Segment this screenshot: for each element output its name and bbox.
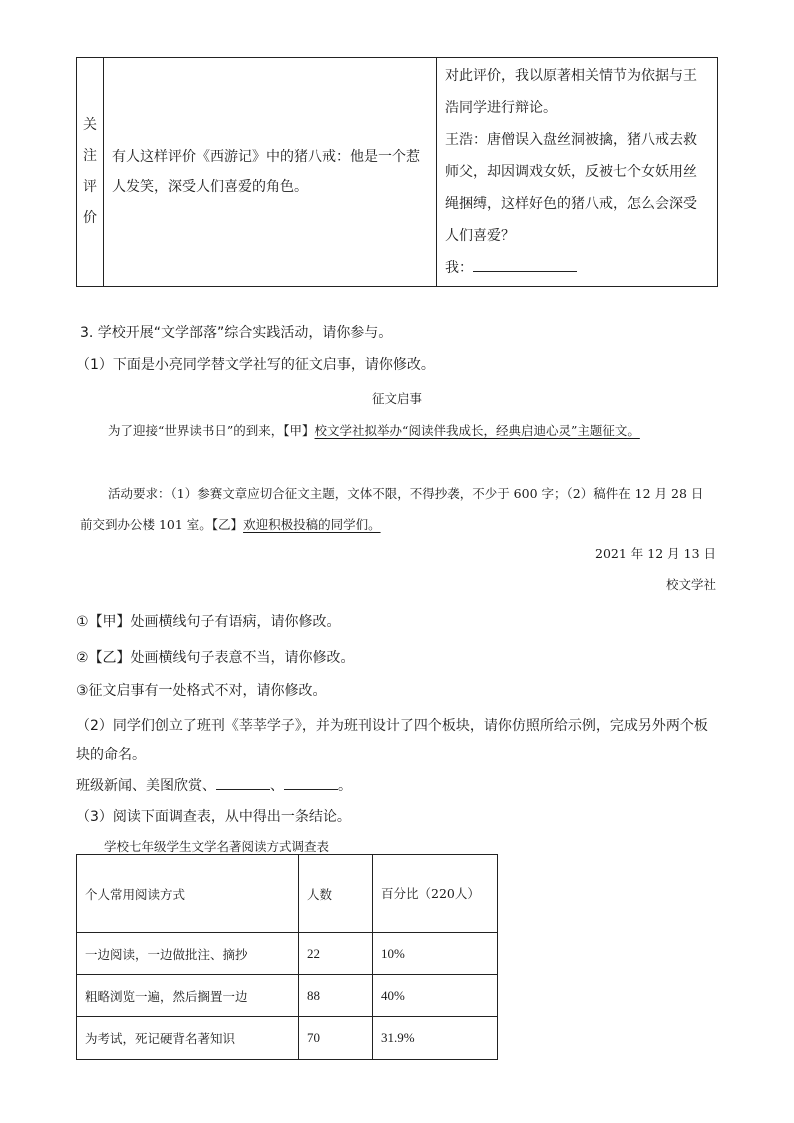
sub2-answer-line bbox=[76, 775, 352, 795]
row-header-char: 价 bbox=[83, 210, 97, 226]
cell-count: 88 bbox=[299, 975, 373, 1017]
me-label: 我： bbox=[445, 260, 473, 276]
evaluation-text: 有人这样评价《西游记》中的猪八戒：他是一个惹人发笑，深受人们喜爱的角色。 bbox=[112, 149, 420, 195]
row-header-char: 评 bbox=[83, 179, 97, 195]
cell-percent: 10% bbox=[373, 933, 498, 975]
q3-sub1: （1）下面是小亮同学替文学社写的征文启事，请你修改。 bbox=[76, 357, 435, 373]
wang-hao-statement: 王浩：唐僧误入盘丝洞被擒，猪八戒去救师父，却因调戏女妖，反被七个女妖用丝绳捆缚，这样好色的猪八戒，怎么会深受人们喜爱？ bbox=[445, 132, 697, 244]
row-header bbox=[77, 58, 104, 287]
row-header-char: 关 bbox=[83, 117, 97, 133]
notice-p1-lead: 为了迎接“世界读书日”的到来，【甲】 bbox=[108, 423, 315, 438]
notice-date: 2021 年 12 月 13 日 bbox=[595, 546, 716, 561]
task-2: ②【乙】处画横线句子表意不当，请你修改。 bbox=[76, 650, 355, 666]
answer-blank[interactable] bbox=[473, 255, 577, 272]
task-3: ③征文启事有一处格式不对，请你修改。 bbox=[76, 683, 327, 699]
notice-signature: 校文学社 bbox=[665, 577, 716, 592]
notice-paragraph-2 bbox=[80, 478, 708, 540]
table-row bbox=[77, 1017, 498, 1060]
cell-count: 70 bbox=[299, 1017, 373, 1060]
board-name-blank-1[interactable] bbox=[216, 775, 270, 790]
notice-paragraph-1 bbox=[80, 415, 708, 446]
task-1: ①【甲】处画横线句子有语病，请你修改。 bbox=[76, 614, 341, 630]
header-count: 人数 bbox=[299, 855, 373, 933]
q3-sub2: （2）同学们创立了班刊《莘莘学子》，并为班刊设计了四个板块，请你仿照所给示例，完成另外两个板块的命名。 bbox=[76, 718, 708, 763]
cell-percent: 40% bbox=[373, 975, 498, 1017]
sub2-end: 。 bbox=[338, 778, 352, 794]
my-answer bbox=[445, 252, 709, 284]
debate-intro: 对此评价，我以原著相关情节为依据与王浩同学进行辩论。 bbox=[445, 68, 697, 116]
debate-cell bbox=[437, 58, 718, 287]
row-header-char: 注 bbox=[83, 148, 97, 164]
cell-method: 为考试，死记硬背名著知识 bbox=[77, 1017, 299, 1060]
q3-sub3: （3）阅读下面调查表，从中得出一条结论。 bbox=[76, 809, 351, 825]
survey-table bbox=[76, 854, 498, 1060]
notice-jia-sentence: 校文学社拟举办“阅读伴我成长，经典启迪心灵”主题征文。 bbox=[314, 423, 640, 438]
q3-intro: 3. 学校开展“文学部落”综合实践活动，请你参与。 bbox=[80, 325, 393, 341]
cell-percent: 31.9% bbox=[373, 1017, 498, 1060]
sub2-example: 班级新闻、美图欣赏、 bbox=[76, 778, 216, 794]
cell-count: 22 bbox=[299, 933, 373, 975]
sub2-separator: 、 bbox=[270, 778, 284, 794]
header-percent: 百分比（220人） bbox=[373, 855, 498, 933]
table-header-row bbox=[77, 855, 498, 933]
notice-title: 征文启事 bbox=[371, 391, 422, 406]
cell-method: 粗略浏览一遍，然后搁置一边 bbox=[77, 975, 299, 1017]
survey-caption: 学校七年级学生文学名著阅读方式调查表 bbox=[104, 839, 330, 854]
cell-method: 一边阅读，一边做批注、摘抄 bbox=[77, 933, 299, 975]
notice-p2-lead: 活动要求：（1）参赛文章应切合征文主题，文体不限，不得抄袭，不少于 600 字；（2）稿件在 12 月 28 日前交到办公楼 101 室。【乙】 bbox=[80, 486, 704, 532]
header-method: 个人常用阅读方式 bbox=[77, 855, 299, 933]
notice-yi-sentence: 欢迎积极投稿的同学们。 bbox=[243, 517, 381, 532]
table-row bbox=[77, 975, 498, 1017]
evaluation-table bbox=[76, 57, 718, 287]
table-row bbox=[77, 933, 498, 975]
board-name-blank-2[interactable] bbox=[284, 775, 338, 790]
evaluation-cell bbox=[104, 58, 437, 287]
